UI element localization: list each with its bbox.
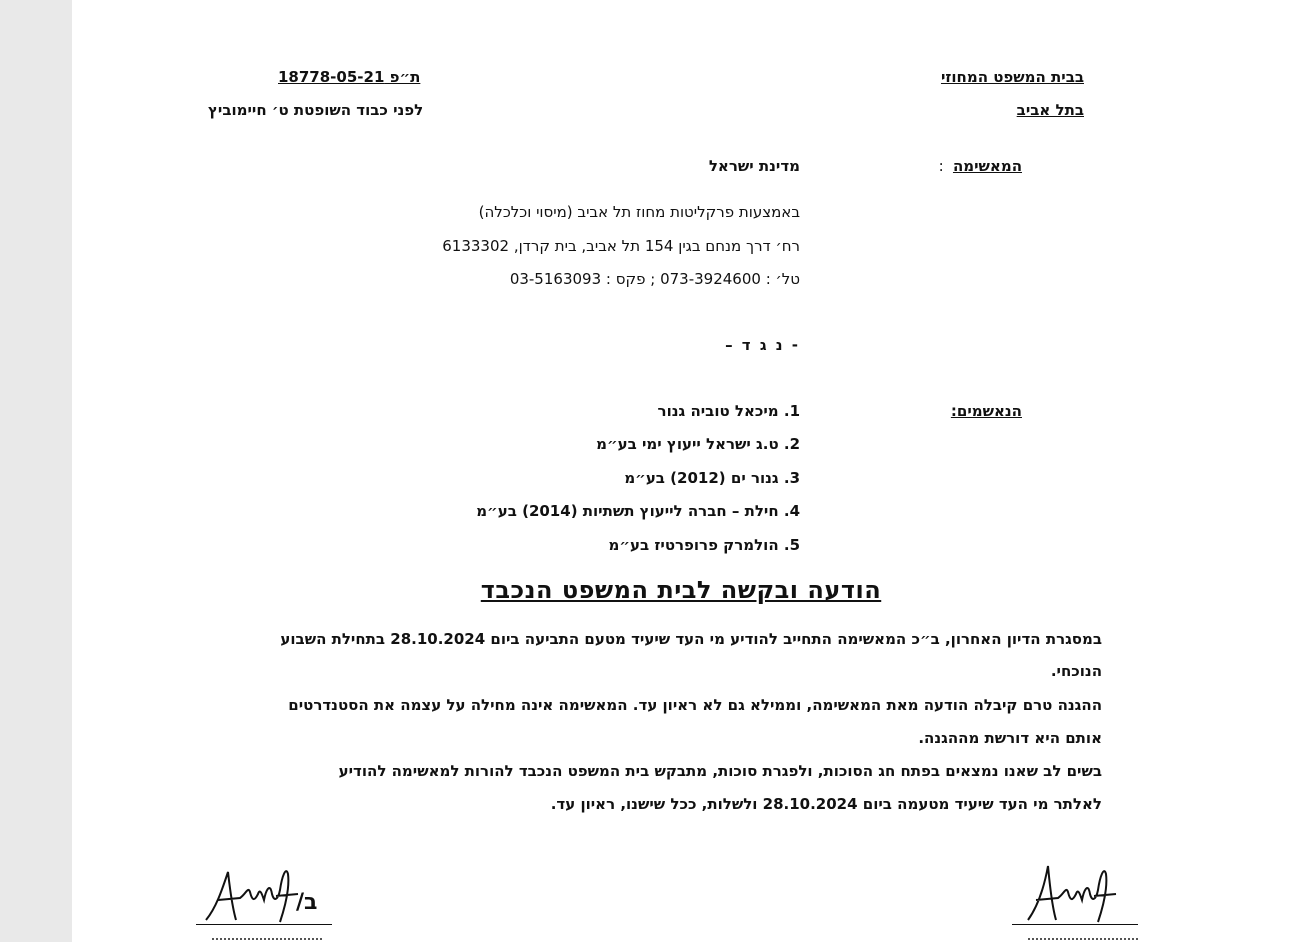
prosecution-phone-fax: טל׳ : 073-3924600 ; פקס : 03-5163093 [509,270,800,288]
defendant-item: 1. מיכאל טוביה גנור [657,402,800,420]
judge-name: לפני כבוד השופטת ט׳ חיימוביץ [208,101,424,119]
case-number: ת״פ 18778-05-21 [278,68,421,86]
prosecution-block [939,157,1022,175]
document-page [72,0,1290,942]
body-paragraph-2-line-2: אותם היא דורשת מההגנה. [918,729,1102,747]
body-paragraph-1-line-1: במסגרת הדיון האחרון, ב״כ המאשימה התחייב להודיע מי העד שיעיד מטעם התביעה ביום 28.10.2024 בתחילת השבוע [280,630,1102,648]
defendant-item: 3. גנור ים (2012) בע״מ [624,469,800,487]
document-title: הודעה ובקשה לבית המשפט הנכבד [480,576,882,604]
signature-caption-right-cut [1028,934,1138,942]
defendants-label: הנאשמים: [950,402,1022,420]
handwritten-signature-right [1024,860,1134,926]
body-paragraph-3-line-1: בשים לב שאנו נמצאים בפתח חג הסוכות, ולפגרת סוכות, מתבקש בית המשפט הנכבד להורות למאשימה להודיע [338,762,1102,780]
prosecution-address-1: באמצעות פרקליטות מחוז תל אביב (מיסוי וכלכלה) [478,203,800,221]
court-name: בבית המשפט המחוזי [940,68,1084,86]
signature-prefix: ב/ [296,890,318,915]
body-paragraph-3-line-2: לאלתר מי העד שיעיד מטעמה ביום 28.10.2024 ולשלות, ככל שישנו, ראיון עד. [550,795,1102,813]
body-paragraph-1-line-2: הנוכחי. [1050,662,1102,680]
court-location: בתל אביב [1016,101,1084,119]
body-paragraph-2-line-1: ההגנה טרם קיבלה הודעה מאת המאשימה, וממילא גם לא ראיון עד. המאשימה אינה מחילה על עצמה את הסטנדרטים [288,696,1102,714]
prosecution-name: מדינת ישראל [708,157,800,175]
prosecution-colon: : [938,157,944,175]
defendant-item: 2. ט.ג ישראל ייעוץ ימי בע״מ [596,435,800,453]
defendant-item: 5. הולמרק פרופרטיז בע״מ [608,536,800,554]
versus-divider: - נ ג ד – [725,336,800,354]
prosecution-label: המאשימה [952,157,1022,175]
prosecution-address-2: רח׳ דרך מנחם בגין 154 תל אביב, בית קרדן, 6133302 [442,237,800,255]
signature-caption-left-cut [212,934,322,942]
defendant-item: 4. חילת – חברה לייעוץ תשתיות (2014) בע״מ [476,502,800,520]
